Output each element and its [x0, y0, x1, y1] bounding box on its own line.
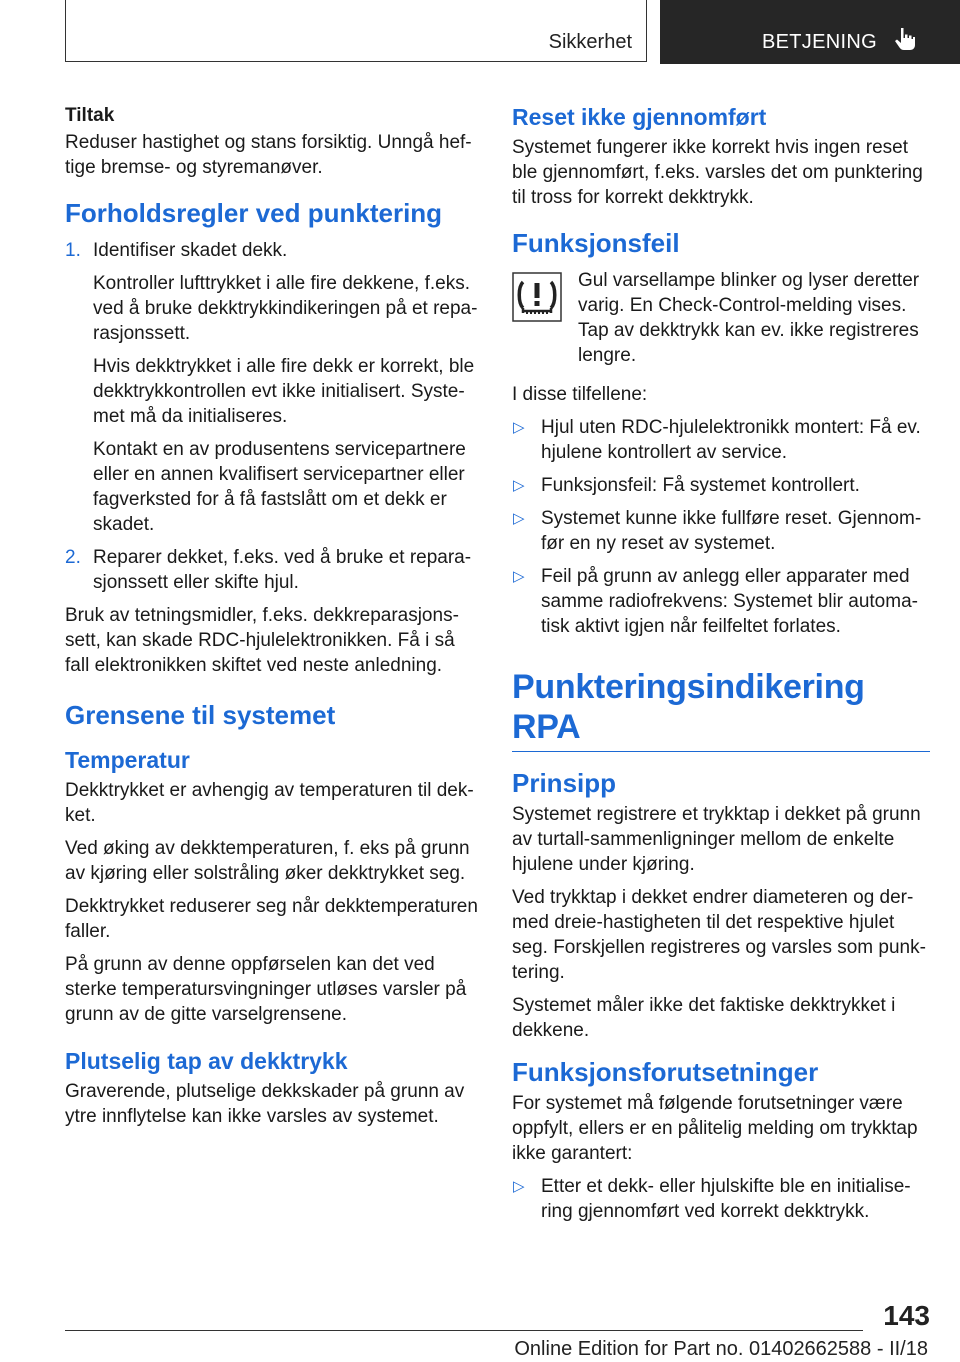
prerequisites-text: For systemet må følgende forutsetninger være oppfylt, ellers er en pålitelig melding om trykktap ikke garantert:: [512, 1093, 918, 1164]
sudden-loss-text: Graverende, plutselige dekkskader på grunn av ytre innflytelse kan ikke varsles av systemet.: [65, 1081, 465, 1127]
tiltak-text: Reduser hastighet og stans forsiktig. Unngå heftige bremse- og styremanøver.: [65, 132, 472, 178]
step-sub-text: Kontroller lufttrykket i alle fire dekkene, f.eks. ved å bruke dekktrykkindikeringen på et reparasjonssett.: [93, 273, 478, 344]
temperature-heading: Temperatur: [65, 747, 190, 773]
list-item-text: Hjul uten RDC-hjulelektronikk montert: Få ev. hjulene kontrollert av service.: [541, 417, 921, 463]
cases-intro: I disse tilfellene:: [512, 384, 648, 405]
right-column: [512, 103, 930, 1232]
section-title: Sikkerhet: [548, 31, 632, 53]
reset-text: Systemet fungerer ikke korrekt hvis ingen reset ble gjennomført, f.eks. varsles det om punktering til tross for korrekt dekktrykk.: [512, 137, 923, 208]
triangle-bullet-icon: ▷: [513, 477, 525, 494]
tiltak-heading: Tiltak: [65, 105, 115, 126]
triangle-bullet-icon: ▷: [513, 510, 525, 527]
principle-paragraph: Ved trykktap i dekket endrer diameteren og dermed dreie-hastigheten til det respektive hjulet seg. Forskjellen registreres og varsles som punktering.: [512, 887, 926, 983]
pointing-hand-icon: [892, 26, 918, 52]
reset-heading: Reset ikke gjennomført: [512, 104, 767, 130]
section-tab: [65, 0, 647, 62]
step-sub-text: Hvis dekktrykket i alle fire dekk er korrekt, ble dekktrykkontrollen evt ikke initialisert. Systemet må da initialiseres.: [93, 356, 475, 427]
cases-list: [512, 415, 930, 639]
triangle-bullet-icon: ▷: [513, 419, 525, 436]
malfunction-text-cont: lengre.: [578, 345, 637, 366]
list-item-text: Feil på grunn av anlegg eller apparater med samme radiofrekvens: Systemet blir automatisk aktivt igjen når feilfeltet forlates.: [541, 566, 918, 637]
edition-text: Online Edition for Part no. 01402662588 - II/18: [514, 1338, 928, 1360]
step-sub-text: Kontakt en av produsentens servicepartnere eller en annen kvalifisert servicepartner eller fagverksted for å få fastslått om et dekk er skadet.: [93, 439, 466, 535]
sealant-text: Bruk av tetningsmidler, f.eks. dekkreparasjonssett, kan skade RDC-hjulelektronikken. Få i så fall elektronikken skiftet ved neste anledning.: [65, 605, 459, 676]
sudden-loss-heading: Plutselig tap av dekktrykk: [65, 1048, 348, 1074]
puncture-heading: Forholdsregler ved punktering: [65, 198, 443, 228]
step-text: Reparer dekket, f.eks. ved å bruke et reparasjonssett eller skifte hjul.: [93, 547, 472, 593]
malfunction-text: Gul varsellampe blinker og lyser deretter varig. En Check-Control-melding vises. Tap av dekktrykk kan ev. ikke registreres: [578, 270, 920, 341]
principle-heading: Prinsipp: [512, 768, 617, 798]
step-text: Identifiser skadet dekk.: [93, 240, 288, 261]
footer-divider: [65, 1330, 863, 1331]
list-item: [512, 415, 930, 465]
puncture-steps: [65, 238, 483, 595]
prerequisites-list: [512, 1174, 930, 1224]
temperature-paragraph: Dekktrykket reduserer seg når dekktemperaturen faller.: [65, 896, 478, 942]
list-item-text: Etter et dekk- eller hjulskifte ble en initialisering gjennomført ved korrekt dekktrykk.: [541, 1176, 911, 1222]
malfunction-heading: Funksjonsfeil: [512, 228, 680, 258]
left-column: [65, 103, 483, 1137]
triangle-bullet-icon: ▷: [513, 1178, 525, 1195]
list-item: [512, 564, 930, 639]
chapter-tab: [660, 0, 960, 64]
principle-paragraph: Systemet registrere et trykktap i dekket på grunn av turtall-sammenligninger mellom de enkelte hjulene under kjøring.: [512, 804, 921, 875]
prerequisites-heading: Funksjonsforutsetninger: [512, 1057, 819, 1087]
temperature-paragraph: Dekktrykket er avhengig av temperaturen til dekket.: [65, 780, 474, 826]
rpa-heading: Punkteringsindikering RPA: [512, 667, 930, 752]
step-number: 1.: [65, 240, 81, 261]
principle-paragraph: Systemet måler ikke det faktiske dekktrykket i dekkene.: [512, 995, 896, 1041]
page-header: [65, 0, 960, 64]
list-item-text: Funksjonsfeil: Få systemet kontrollert.: [541, 475, 860, 496]
limits-heading: Grensene til systemet: [65, 700, 336, 730]
chapter-title: BETJENING: [762, 31, 877, 53]
page-number: 143: [883, 1300, 930, 1331]
temperature-paragraph: Ved øking av dekktemperaturen, f. eks på grunn av kjøring eller solstråling øker dekktrykket seg.: [65, 838, 470, 884]
list-item: [512, 506, 930, 556]
step-item: [65, 545, 483, 595]
temperature-paragraph: På grunn av denne oppførselen kan det ved sterke temperatursvingninger utløses varsler på grunn av de gitte varselgrensene.: [65, 954, 467, 1025]
tire-pressure-warning-icon: [512, 272, 562, 322]
list-item: [512, 473, 930, 498]
step-item: [65, 238, 483, 537]
list-item-text: Systemet kunne ikke fullføre reset. Gjennomfør en ny reset av systemet.: [541, 508, 922, 554]
triangle-bullet-icon: ▷: [513, 568, 525, 585]
step-number: 2.: [65, 547, 81, 568]
list-item: [512, 1174, 930, 1224]
malfunction-block: [512, 268, 930, 368]
